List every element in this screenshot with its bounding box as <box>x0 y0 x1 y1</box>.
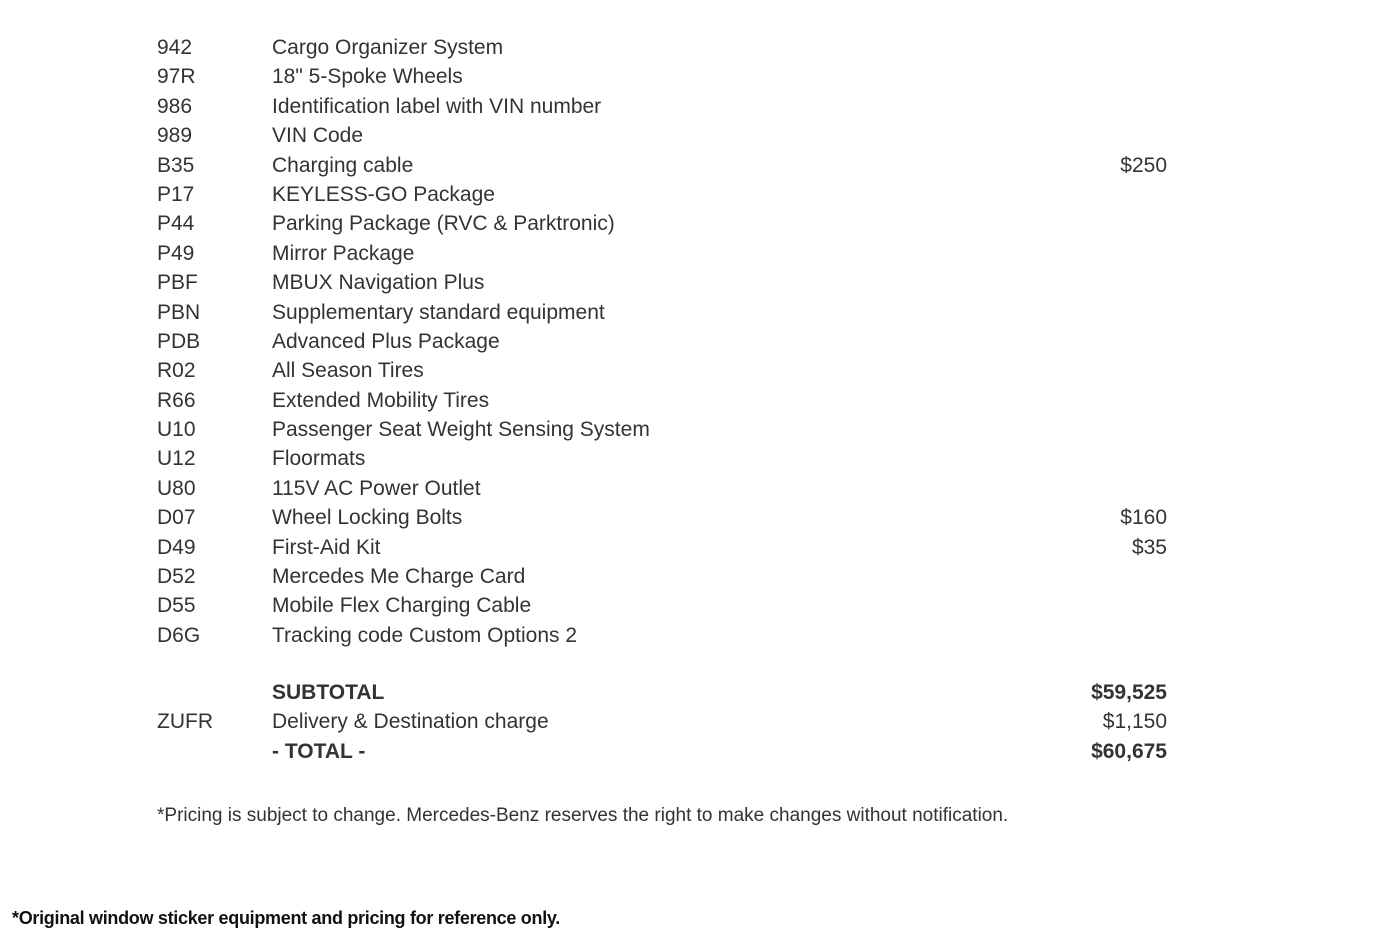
subtotal-row <box>157 678 1167 707</box>
option-code: PDB <box>157 329 201 353</box>
total-row <box>157 737 1167 766</box>
price-summary <box>157 678 1167 766</box>
option-code: P17 <box>157 182 195 206</box>
option-description: Charging cable <box>272 153 414 177</box>
option-description: MBUX Navigation Plus <box>272 271 485 295</box>
option-code: 97R <box>157 65 196 89</box>
option-description: Supplementary standard equipment <box>272 300 605 324</box>
option-description: Floormats <box>272 447 366 471</box>
equipment-row <box>157 415 1167 444</box>
total-label: - TOTAL - <box>272 739 366 763</box>
equipment-row <box>157 562 1167 591</box>
option-description: KEYLESS-GO Package <box>272 182 495 206</box>
option-code: D07 <box>157 506 196 530</box>
option-description: All Season Tires <box>272 359 424 383</box>
equipment-row <box>157 298 1167 327</box>
option-description: Extended Mobility Tires <box>272 388 490 412</box>
option-description: Mirror Package <box>272 241 415 265</box>
option-price: $35 <box>1131 535 1167 559</box>
option-code: R02 <box>157 359 196 383</box>
option-code: D6G <box>157 623 201 647</box>
delivery-code: ZUFR <box>157 710 213 734</box>
equipment-row <box>157 327 1167 356</box>
option-price: $160 <box>1120 506 1167 530</box>
equipment-row <box>157 474 1167 503</box>
equipment-row <box>157 356 1167 385</box>
option-description: Passenger Seat Weight Sensing System <box>272 418 650 442</box>
option-description: First-Aid Kit <box>272 535 381 559</box>
equipment-row <box>157 386 1167 415</box>
option-code: P44 <box>157 212 195 236</box>
equipment-row <box>157 121 1167 150</box>
option-description: VIN Code <box>272 124 364 148</box>
option-description: Mobile Flex Charging Cable <box>272 594 532 618</box>
option-code: D55 <box>157 594 196 618</box>
equipment-row <box>157 621 1167 650</box>
equipment-row <box>157 180 1167 209</box>
option-description: 18" 5-Spoke Wheels <box>272 65 463 89</box>
option-code: PBF <box>157 271 198 295</box>
option-code: D49 <box>157 535 196 559</box>
delivery-label: Delivery & Destination charge <box>272 710 549 734</box>
option-description: Identification label with VIN number <box>272 94 602 118</box>
equipment-row <box>157 33 1167 62</box>
option-code: U10 <box>157 418 196 442</box>
delivery-value: $1,150 <box>1102 710 1167 734</box>
subtotal-value: $59,525 <box>1091 681 1167 704</box>
equipment-row <box>157 444 1167 473</box>
option-description: Cargo Organizer System <box>272 36 504 59</box>
option-code: U12 <box>157 447 196 471</box>
option-code: 986 <box>157 94 193 118</box>
option-description: 115V AC Power Outlet <box>272 476 481 500</box>
option-code: P49 <box>157 241 195 265</box>
total-value: $60,675 <box>1091 739 1167 763</box>
option-code: PBN <box>157 300 201 324</box>
option-code: U80 <box>157 476 196 500</box>
option-code: R66 <box>157 388 196 412</box>
option-code: D52 <box>157 565 196 589</box>
equipment-row <box>157 591 1167 620</box>
equipment-row <box>157 92 1167 121</box>
option-code: 989 <box>157 124 193 148</box>
subtotal-label: SUBTOTAL <box>272 681 385 704</box>
delivery-row <box>157 707 1167 736</box>
option-code: 942 <box>157 36 193 59</box>
equipment-row <box>157 503 1167 532</box>
equipment-row <box>157 62 1167 91</box>
option-description: Parking Package (RVC & Parktronic) <box>272 212 615 236</box>
equipment-row <box>157 209 1167 238</box>
option-description: Wheel Locking Bolts <box>272 506 463 530</box>
equipment-list <box>157 33 1167 650</box>
option-code: B35 <box>157 153 195 177</box>
option-description: Advanced Plus Package <box>272 329 500 353</box>
equipment-row <box>157 151 1167 180</box>
option-description: Tracking code Custom Options 2 <box>272 623 578 647</box>
equipment-row <box>157 268 1167 297</box>
option-description: Mercedes Me Charge Card <box>272 565 526 589</box>
pricing-disclaimer: *Pricing is subject to change. Mercedes-Benz reserves the right to make changes without notification. <box>157 805 1009 826</box>
reference-disclaimer: *Original window sticker equipment and pricing for reference only. <box>12 908 560 928</box>
equipment-row <box>157 239 1167 268</box>
option-price: $250 <box>1120 153 1167 177</box>
equipment-row <box>157 533 1167 562</box>
